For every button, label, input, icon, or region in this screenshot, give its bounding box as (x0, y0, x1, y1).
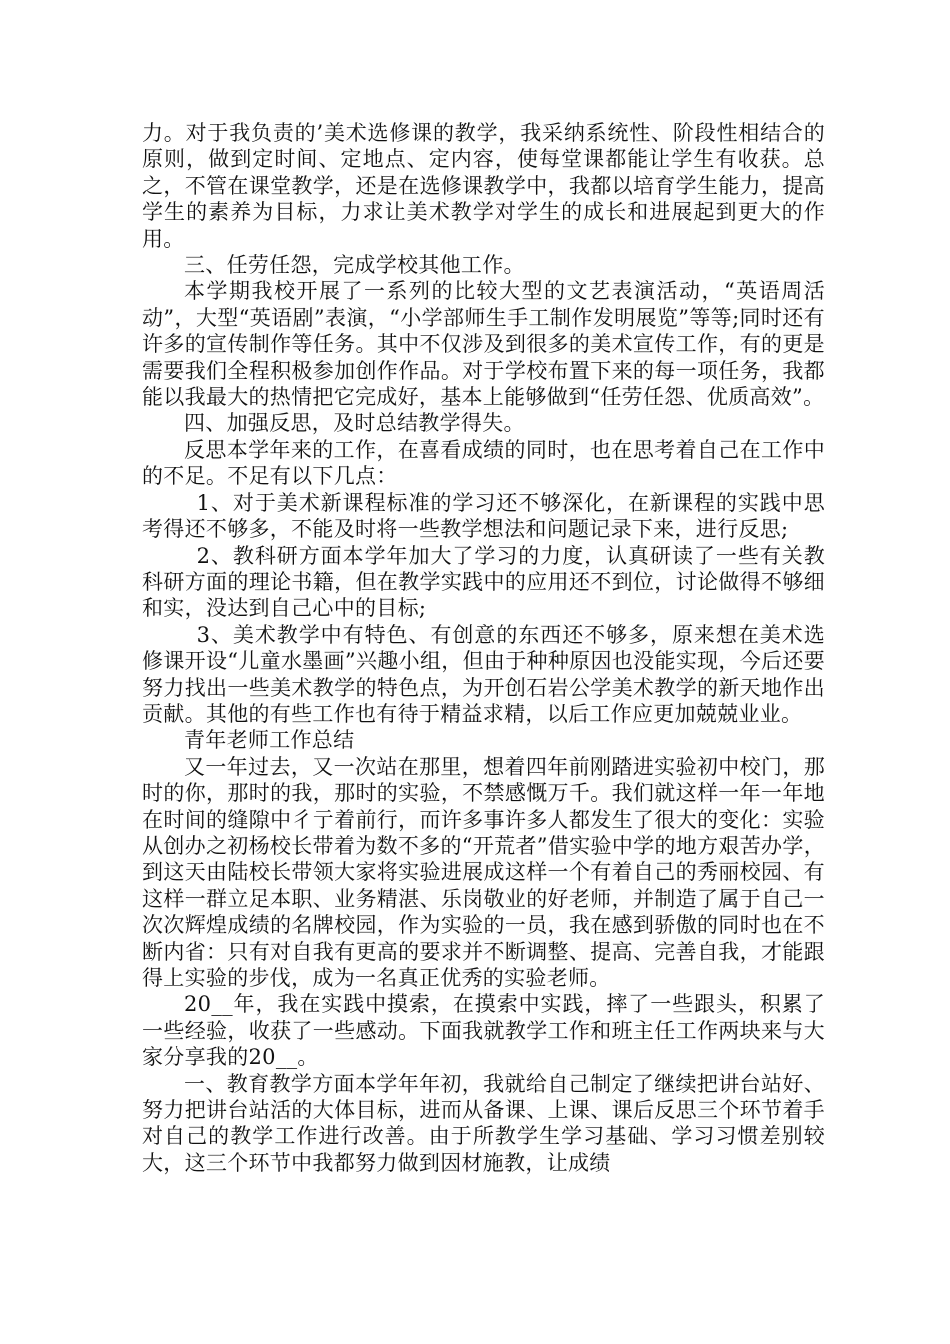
paragraph-intro: 又一年过去，又一次站在那里，想着四年前刚踏进实验初中校门，那时的你，那时的我，那时的实验，不禁感慨万千。我们就这样一年一年地在时间的缝隙中彳亍着前行，而许多事许多人都发生了很大的变化：实验从创办之初杨校长带着为数不多的“开荒者”借实验中学的地方艰苦办学，到这天由陆校长带领大家将实验进展成这样一个有着自己的秀丽校园、有这样一群立足本职、业务精湛、乐岗敬业的好老师，并制造了属于自己一次次辉煌成绩的名牌校园，作为实验的一员，我在感到骄傲的同时也在不断内省：只有对自我有更高的要求并不断调整、提高、完善自我，才能跟得上实验的步伐，成为一名真正优秀的实验老师。 (142, 754, 825, 990)
list-item-1: 1、对于美术新课程标准的学习还不够深化，在新课程的实践中思考得还不够多，不能及时将一些教学想法和问题记录下来，进行反思; (142, 490, 825, 542)
document-title: 青年老师工作总结 (184, 728, 355, 753)
paragraph-activities: 本学期我校开展了一系列的比较大型的文艺表演活动，“英语周活动”，大型“英语剧”表演，“小学部师生手工制作发明展览”等等;同时还有许多的宣传制作等任务。其中不仅涉及到很多的美术宣传工作，有的更是需要我们全程积极参加创作作品。对于学校布置下来的每一项任务，我都能以我最大的热情把它完成好，基本上能够做到“任劳任怨、优质高效”。 (142, 279, 825, 410)
section-heading-4: 四、加强反思，及时总结教学得失。 (184, 411, 525, 436)
section-heading-3: 三、任劳任怨，完成学校其他工作。 (184, 253, 525, 278)
paragraph-teaching: 一、教育教学方面本学年年初，我就给自己制定了继续把讲台站好、努力把讲台站活的大体目标，进而从备课、上课、课后反思三个环节着手对自己的教学工作进行改善。由于所教学生学习基础、学习习惯差别较大，这三个环节中我都努力做到因材施教，让成绩 (142, 1071, 825, 1175)
paragraph-reflection: 反思本学年来的工作，在喜看成绩的同时，也在思考着自己在工作中的不足。不足有以下几点： (142, 437, 825, 489)
document-page (142, 120, 825, 1176)
list-item-2: 2、教科研方面本学年加大了学习的力度，认真研读了一些有关教科研方面的理论书籍，但在教学实践中的应用还不到位，讨论做得不够细和实，没达到自己心中的目标; (142, 543, 825, 621)
paragraph-year-summary: 20__年，我在实践中摸索，在摸索中实践，摔了一些跟头，积累了一些经验，收获了一些感动。下面我就教学工作和班主任工作两块来与大家分享我的20__。 (142, 992, 825, 1070)
list-item-3: 3、美术教学中有特色、有创意的东西还不够多，原来想在美术选修课开设“儿童水墨画”兴趣小组，但由于种种原因也没能实现，今后还要努力找出一些美术教学的特色点，为开创石岩公学美术教学的新天地作出贡献。其他的有些工作也有待于精益求精，以后工作应更加兢兢业业。 (142, 622, 825, 726)
paragraph-continuation: 力。对于我负责的’美术选修课的教学，我采纳系统性、阶段性相结合的原则，做到定时间、定地点、定内容，使每堂课都能让学生有收获。总之，不管在课堂教学，还是在选修课教学中，我都以培育学生能力，提高学生的素养为目标，力求让美术教学对学生的成长和进展起到更大的作用。 (142, 121, 825, 251)
